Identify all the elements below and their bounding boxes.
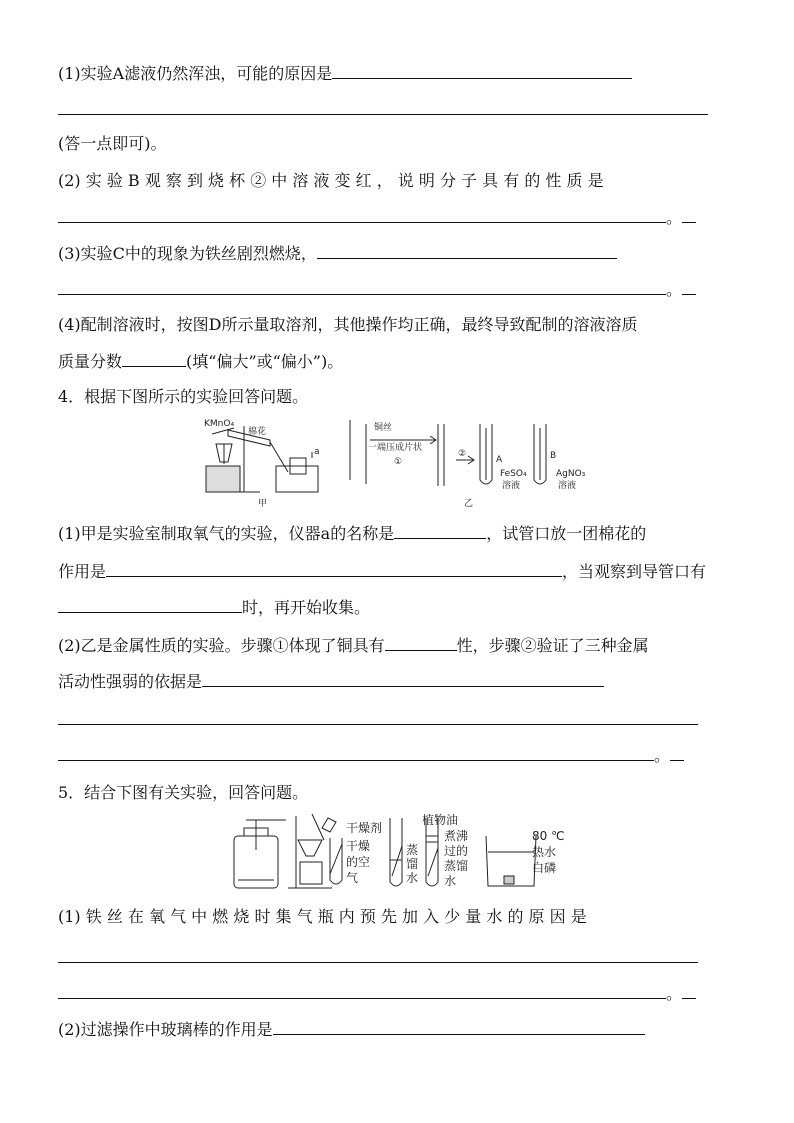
label-a: a [314, 447, 320, 457]
q5-figure [226, 810, 586, 894]
answer-blank[interactable] [122, 350, 186, 367]
answer-blank-tail [670, 744, 684, 761]
q3-part1 [58, 62, 632, 85]
answer-blank[interactable] [58, 708, 698, 725]
label-boiled-4: 水 [444, 874, 457, 888]
q4-part2-mid: 性，步骤②验证了三种金属 [456, 636, 649, 655]
period: 。 [666, 208, 683, 227]
label-boiled-3: 蒸馏 [444, 859, 469, 873]
label-distilled-2: 馏 [406, 857, 419, 871]
label-dry-air-1: 干燥 [346, 839, 371, 853]
label-yi: 乙 [464, 499, 474, 509]
q3-part4-tail: (填“偏大”或“偏小”)。 [186, 352, 344, 371]
q4-part2-line2-lead: 活动性强弱的依据是 [58, 672, 203, 691]
answer-blank[interactable] [317, 242, 617, 259]
q5-stem-text: 5．结合下图有关实验，回答问题。 [58, 783, 309, 802]
label-dry-air-3: 气 [346, 871, 359, 885]
q3-part4 [58, 314, 638, 336]
q4-part1-line2 [58, 560, 706, 583]
period: 。 [666, 280, 683, 299]
q5-part2 [58, 1018, 645, 1041]
answer-blank[interactable] [58, 744, 654, 761]
q5-part1-line2 [58, 946, 698, 969]
label-jia: 甲 [258, 499, 268, 509]
label-distilled-3: 水 [406, 871, 419, 885]
answer-blank[interactable] [58, 982, 666, 999]
label-boiled-2: 过的 [444, 844, 469, 858]
answer-blank[interactable] [385, 634, 457, 651]
q5-part1-text: (1) 铁 丝 在 氧 气 中 燃 烧 时 集 气 瓶 内 预 先 加 入 少 量 水 的 原 因 是 [58, 907, 587, 926]
answer-blank-tail [682, 206, 696, 223]
q3-part4-line2 [58, 350, 343, 373]
label-agno3: AgNO₃ [556, 469, 586, 479]
q3-part1-line2 [58, 98, 708, 121]
q4-part1-line2-mid: ，当观察到导管口有 [562, 562, 707, 581]
label-feso4: FeSO₄ [500, 469, 527, 479]
q4-part2-line3 [58, 708, 698, 731]
answer-blank[interactable] [58, 206, 666, 223]
q5-stem [58, 782, 308, 804]
label-distilled-1: 蒸 [406, 843, 419, 857]
label-A: A [496, 455, 503, 465]
q4-part1-line3 [58, 596, 370, 619]
label-desiccant: 干燥剂 [346, 821, 383, 835]
answer-blank[interactable] [202, 670, 604, 687]
q5-part1 [58, 906, 587, 928]
answer-blank[interactable] [273, 1018, 645, 1035]
q4-part2-line2 [58, 670, 604, 693]
label-cotton: 棉花 [248, 427, 267, 437]
period: 。 [666, 984, 683, 1003]
label-white-p: 白磷 [532, 861, 557, 875]
label-hot-water: 热水 [532, 845, 557, 859]
label-pressed: 一端压成片状 [368, 443, 423, 453]
q3-part2 [58, 170, 604, 192]
q3-part4-lead: 质量分数 [58, 352, 123, 371]
answer-blank[interactable] [58, 946, 698, 963]
q3-part3-line2 [58, 278, 696, 301]
q3-part2-line2 [58, 206, 696, 229]
label-step1: ① [394, 457, 403, 467]
q3-part2-text: (2) 实 验 B 观 察 到 烧 杯 ② 中 溶 液 变 红 ， 说 明 分 子 具 有 的 性 质 是 [58, 171, 604, 190]
q5-part1-line3 [58, 982, 696, 1005]
q4-stem-text: 4．根据下图所示的实验回答问题。 [58, 387, 309, 406]
period: 。 [654, 746, 671, 765]
answer-blank[interactable] [106, 560, 562, 577]
q4-part2-lead: (2)乙是金属性质的实验。步骤①体现了铜具有 [58, 636, 385, 655]
answer-blank[interactable] [58, 98, 708, 115]
q4-part1 [58, 522, 646, 545]
q4-figure [198, 414, 598, 510]
q5-part2-text: (2)过滤操作中玻璃棒的作用是 [58, 1020, 273, 1039]
label-step2: ② [458, 449, 467, 459]
q4-stem [58, 386, 308, 408]
q3-part1-text: (1)实验A滤液仍然浑浊，可能的原因是 [58, 64, 333, 83]
label-boiled-1: 煮沸 [444, 829, 469, 843]
answer-blank[interactable] [394, 522, 486, 539]
answer-blank-tail [682, 982, 696, 999]
q4-part2 [58, 634, 649, 657]
label-temp: 80 ℃ [532, 829, 565, 843]
q4-part1-line2-lead: 作用是 [58, 562, 107, 581]
label-solution-b: 溶液 [558, 481, 577, 491]
label-kmno4: KMnO₄ [204, 419, 235, 429]
q3-part4-text: (4)配制溶液时，按图D所示量取溶剂，其他操作均正确，最终导致配制的溶液溶质 [58, 315, 638, 334]
q3-part3-text: (3)实验C中的现象为铁丝剧烈燃烧， [58, 244, 317, 263]
label-dry-air-2: 的空 [346, 855, 371, 869]
q4-part2-line4 [58, 744, 684, 767]
q4-part1-line3-tail: 时，再开始收集。 [242, 598, 371, 617]
label-solution-a: 溶液 [502, 481, 521, 491]
answer-blank-tail [682, 278, 696, 295]
q3-part3 [58, 242, 617, 265]
answer-blank[interactable] [58, 596, 242, 613]
q3-part1-tail [58, 133, 167, 155]
q4-part1-lead: (1)甲是实验室制取氧气的实验，仪器a的名称是 [58, 524, 395, 543]
q3-part1-tail-text: (答一点即可)。 [58, 134, 167, 153]
label-veg-oil: 植物油 [422, 813, 459, 827]
answer-blank[interactable] [58, 278, 666, 295]
label-B: B [550, 451, 557, 461]
label-copper-wire: 铜丝 [374, 423, 393, 433]
q4-part1-mid: ，试管口放一团棉花的 [486, 524, 647, 543]
answer-blank[interactable] [332, 62, 632, 79]
